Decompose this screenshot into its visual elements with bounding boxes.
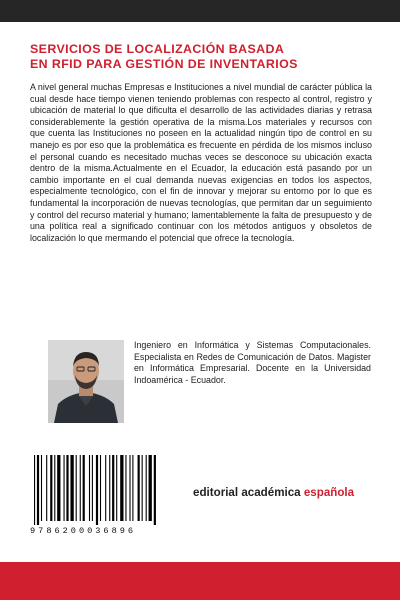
barcode-bar: [96, 455, 98, 525]
author-photo: [48, 340, 124, 423]
barcode-bar: [109, 455, 110, 521]
barcode-bar: [116, 455, 117, 521]
barcode-bar: [112, 455, 114, 521]
publisher-name-accent: española: [303, 486, 355, 499]
top-bar: [0, 0, 400, 22]
barcode-bar: [92, 455, 93, 521]
barcode-bar: [129, 455, 130, 521]
book-title-line-1: SERVICIOS DE LOCALIZACIÓN BASADA: [30, 42, 285, 56]
book-description: A nivel general muchas Empresas e Instituciones a nivel mundial de carácter pública la cual desde hace tiempo vienen teniendo problemas con respecto al control, registro y ubicación de material lo que dificulta el desarrollo de las actividades diarias y retrasa considerablemente la gestión operativa de la misma.Los materiales y recursos con que cuenta las Instituciones no poseen en la actualidad ningún tipo de control en su manejo es por eso que la problemática es frecuente en pérdida de los mismos incluso el personal cuando es necesitado muchas veces se desconoce su ubicación exacta dentro de la misma.Actualmente en el Ecuador, la educación está pasando por un cambio importante en el cual demanda nuevas exigencias en todos los aspectos, especialmente tecnológico, con el fin de innovar y mejorar su entorno por lo que es fundamental la incorporación de nuevas tecnologías, que permitan dar un seguimiento y control del recurso material y humano; lamentablemente la falta de presupuesto y de una política real a significado continuar con los métodos antiguos y obsoletos de localización lo que mermando el potencial que ofrece la tecnología.: [30, 82, 372, 243]
barcode-bar: [66, 455, 68, 521]
barcode-bar: [125, 455, 126, 521]
publisher-name: [193, 486, 354, 499]
barcode-bar: [89, 455, 90, 521]
author-bio: Ingeniero en Informática y Sistemas Computacionales. Especialista en Redes de Comunicación de Datos. Magister en Informática Empresarial. Docente en la Universidad Indoamérica - Ecuador.: [134, 340, 371, 385]
publisher-name-main: editorial académica: [193, 486, 304, 499]
barcode-bar: [142, 455, 143, 521]
barcode-bar: [54, 455, 55, 521]
book-title-line-2: EN RFID PARA GESTIÓN DE INVENTARIOS: [30, 57, 298, 71]
barcode-bar: [149, 455, 152, 521]
book-title: [30, 42, 380, 72]
barcode-bar: [83, 455, 85, 521]
barcode-bar: [120, 455, 123, 521]
barcode-bar: [154, 455, 156, 525]
barcode-bar: [50, 455, 52, 521]
barcode-bar: [37, 455, 39, 525]
barcode-bar: [138, 455, 140, 521]
isbn-number: 9786200036896: [30, 526, 137, 536]
barcode-bar: [105, 455, 106, 521]
barcode-bar: [76, 455, 77, 521]
barcode-bar: [132, 455, 133, 521]
barcode-bar: [80, 455, 81, 521]
barcode-bar: [100, 455, 101, 521]
barcode-bar: [41, 455, 42, 521]
barcode-bar: [64, 455, 65, 521]
bottom-bar: [0, 562, 400, 600]
barcode-bar: [46, 455, 47, 521]
barcode: [30, 455, 180, 535]
barcode-bar: [57, 455, 60, 521]
barcode-bar: [70, 455, 73, 521]
barcode-bar: [146, 455, 147, 521]
barcode-bar: [34, 455, 35, 525]
